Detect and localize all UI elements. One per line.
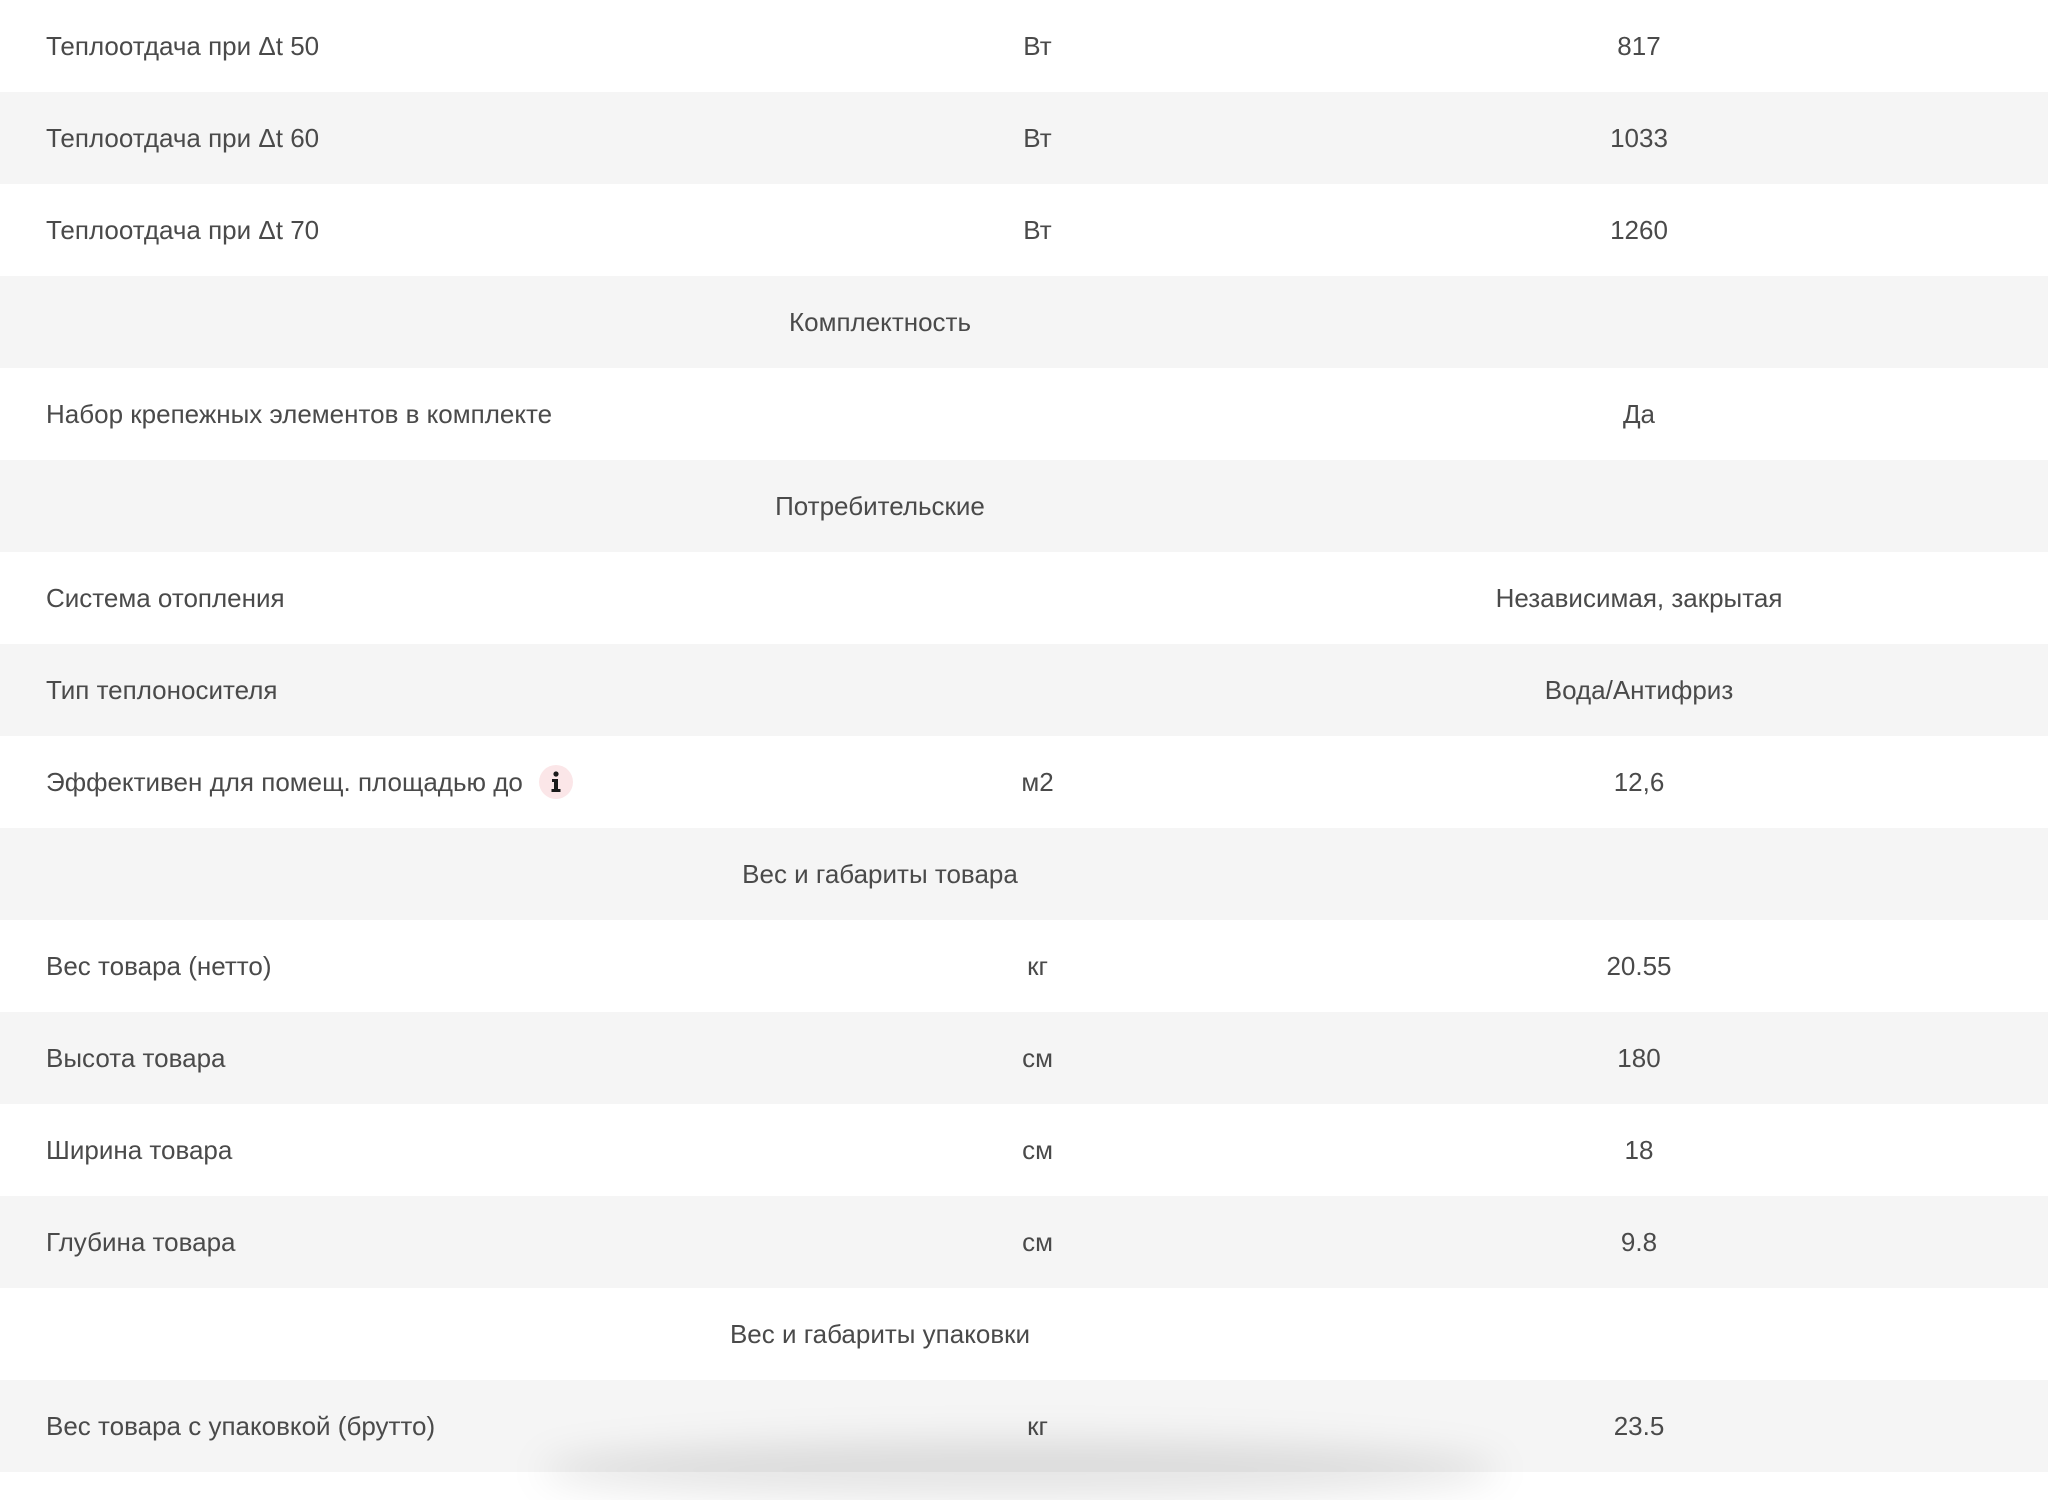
- section-header-package-dimensions: [0, 1288, 2048, 1380]
- spec-name: Глубина товара: [46, 1226, 236, 1257]
- spec-row-gross-weight: [0, 1380, 2048, 1472]
- spec-row-heat-output-dt60: [0, 92, 2048, 184]
- spec-name: Теплоотдача при Δt 60: [46, 122, 320, 153]
- spec-row-mounting-kit: [0, 368, 2048, 460]
- spec-name: Эффективен для помещ. площадью до: [46, 766, 523, 797]
- spec-name: Теплоотдача при Δt 50: [46, 30, 320, 61]
- spec-value: 18: [1624, 1134, 1654, 1165]
- spec-row-height: [0, 1012, 2048, 1104]
- spec-value: 1033: [1610, 122, 1668, 153]
- section-title: Потребительские: [775, 490, 985, 521]
- spec-value: 20.55: [1606, 950, 1672, 981]
- section-header-completeness: [0, 276, 2048, 368]
- spec-row-heat-output-dt50: [0, 0, 2048, 92]
- spec-row-depth: [0, 1196, 2048, 1288]
- spec-name: Вес товара с упаковкой (брутто): [46, 1410, 436, 1441]
- info-glyph-icon: [549, 771, 563, 793]
- spec-name: Набор крепежных элементов в комплекте: [46, 398, 553, 429]
- spec-name: Ширина товара: [46, 1134, 233, 1165]
- spec-unit: Вт: [1023, 30, 1052, 61]
- section-title: Вес и габариты упаковки: [729, 1318, 1031, 1349]
- spec-value: Да: [1622, 398, 1656, 429]
- spec-unit: кг: [1027, 950, 1048, 981]
- spec-name: Теплоотдача при Δt 70: [46, 214, 320, 245]
- spec-value: 23.5: [1613, 1410, 1665, 1441]
- spec-value: Независимая, закрытая: [1495, 582, 1783, 613]
- spec-unit: см: [1022, 1042, 1053, 1073]
- spec-row-effective-area: [0, 736, 2048, 828]
- spec-value: 817: [1617, 30, 1661, 61]
- spec-row-width: [0, 1104, 2048, 1196]
- spec-unit: м2: [1021, 766, 1054, 797]
- spec-value: 1260: [1610, 214, 1668, 245]
- spec-unit: кг: [1027, 1410, 1048, 1441]
- section-header-product-dimensions: [0, 828, 2048, 920]
- spec-unit: см: [1022, 1226, 1053, 1257]
- info-icon[interactable]: [539, 765, 573, 799]
- spec-row-heating-system: [0, 552, 2048, 644]
- spec-row-coolant-type: [0, 644, 2048, 736]
- spec-unit: см: [1022, 1134, 1053, 1165]
- spec-value: Вода/Антифриз: [1544, 674, 1734, 705]
- section-header-consumer: [0, 460, 2048, 552]
- spec-unit: Вт: [1023, 214, 1052, 245]
- spec-name: Система отопления: [46, 582, 285, 613]
- section-title: Комплектность: [788, 306, 972, 337]
- spec-name: Тип теплоносителя: [46, 674, 278, 705]
- spec-value: 9.8: [1620, 1226, 1658, 1257]
- spec-value: 180: [1617, 1042, 1661, 1073]
- spec-row-heat-output-dt70: [0, 184, 2048, 276]
- section-title: Вес и габариты товара: [742, 858, 1018, 889]
- spec-name: Высота товара: [46, 1042, 226, 1073]
- spec-unit: Вт: [1023, 122, 1052, 153]
- spec-value: 12,6: [1613, 766, 1665, 797]
- spec-row-net-weight: [0, 920, 2048, 1012]
- spec-name: Вес товара (нетто): [46, 950, 272, 981]
